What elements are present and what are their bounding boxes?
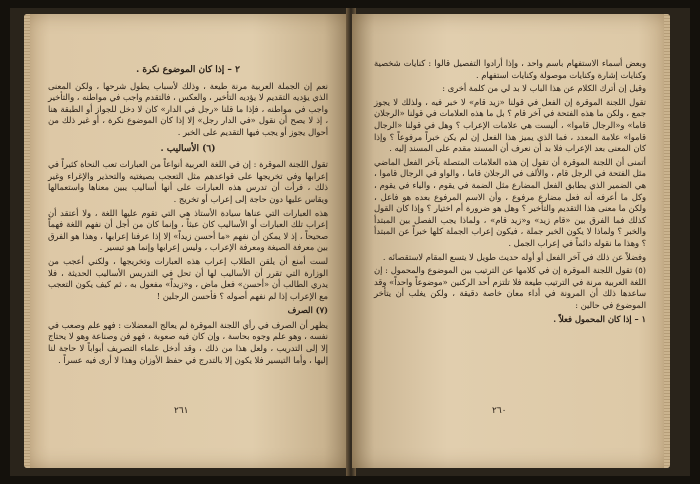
section-heading: ٢ – إذا كان الموضوع نكرة . xyxy=(136,65,240,75)
left-page-text xyxy=(48,60,328,368)
paragraph: لست أمنع أن يلقن الطلاب إعراب هذه العبارات وتخريجها ، ولكني أعجب من الوزارة التي تقرر أن الأساليب لها أن تحل في التدريس الأساليب الحديثة ، فلا يدري الطالب أن «أحسن» فعل ماض ، و«زيداً» مفعول به ، ثم كيف يكون التعجب مع الإعراب إذا لم نفهم أصوله ؟ فأحسن الرجلين ! xyxy=(48,255,328,301)
section-subheading: ١ – إذا كان المحمول فعلاً . xyxy=(553,314,646,325)
paragraph: وقيل إن أترك الكلام عن هذا الباب لا بد لي من كلمة أخرى : xyxy=(442,83,646,94)
paragraph: وفضلاً عن ذلك في آخر الفعل أو أوله حديث طويل لا يتسع المقام لاستقصائه . xyxy=(382,251,646,262)
open-book xyxy=(10,8,690,476)
paragraph: تقول اللجنة الموقرة إن الفعل في قولنا «زيد قام» لا خبر فيه ، ولذلك لا يجوز جمع ، ولكن ما هذه الفتحة في آخر قام ؟ بل ما هذه العلامات في قولنا «الرجلان قاما» و«الرجال قاموا» ، أليست هي علامات الإعراب ؟ وهل في قولنا «الرجال قاموا» علامة المعدد ، فما الذي يميز هذا الفعل إن لم يكن خبراً مرفوعاً ؟ وإذا كان المعنى بعد الإعراب فلا بد أن نعرف أن المسند مقدم على المسند إليه . xyxy=(374,96,646,154)
page-edge xyxy=(664,14,670,468)
paragraph: وبعض أسماء الاستفهام باسم واحد ، وإذا أرادوا التفصيل قالوا : كنايات شخصية وكنايات إشارة وكنايات موصولة وكنايات استفهام . xyxy=(374,58,646,80)
page-edge xyxy=(24,14,30,468)
section-subheading: (٦) الأساليب . xyxy=(160,143,216,154)
page-number: ٢٦٠ xyxy=(492,406,507,416)
paragraph: هذه العبارات التي عناها سيادة الأستاذ هي التي تقوم عليها اللغة ، ولا أعتقد أن إعراب تلك العبارات أو الأساليب كان عبثاً ، وإنما كان من أجل أن نفهم اللغة فهماً صحيحاً ، إذ لا يمكن أن نفهم «ما أحسن زيداً» إلا إذا عرفنا إعرابها ، وهذا هو الفرق بين معرفة الصيغة ومعرفة الإعراب ، وليس إعرابها وإنما هو تيسير . xyxy=(48,207,328,253)
paragraph: أتمنى أن اللجنة الموقرة أن تقول إن هذه العلامات المتصلة بآخر الفعل الماضي مثل الفتحة في الرجل قام ، والألف في الرجلان قاما ، والواو في الرجال قاموا ، هي الضمير الذي يطابق الفعل المضارع مثل الضمة في يقوم ، والياء في يقوم ، وكل ما أعرفه أنه فعل مضارع مرفوع ، وأن الاسم المرفوع بعده هو فاعل ، ولكن ما معنى هذا التقديم والتأخير ؟ وهل هو ضرورة أم اختيار ؟ وإذا كان القول كذلك فما الفرق بين «قام زيد» و«زيد قام» ، ولماذا يجب الفصل بين المبتدأ والخبر ؟ ولماذا لا يكون الخبر جملة ، فيكون إعراب الجملة كلها خبراً عن المبتدأ ؟ وهذا ما نقوله دائماً في إعراب الجمل . xyxy=(374,156,646,248)
paragraph: تقول اللجنة الموقرة : إن في اللغة العربية أنواعاً من العبارات تعب النحاة كثيراً في إعرابها وفي تخريجها على قواعدهم مثل التعجب بصيغتيه والتحذير والإغراء وغير ذلك ، فرأت أن تدرس هذه العبارات على أنها أساليب يبين معناها واستعمالها ويقاس عليها دون حاجة إلى إعراب أو تخريج . xyxy=(48,159,328,204)
page-number: ٢٦١ xyxy=(174,406,189,416)
left-page xyxy=(24,14,350,468)
paragraph: يظهر أن الصرف في رأي اللجنة الموقرة لم يعالج المعضلات : فهو علم وصعب في نفسه ، وهو علم وجوه بحاسة ، وإن كان فيه صعوبة ، فهو فن وصناعة وهو لا يحتاج إلا إلى التدريب ، ولعل هذا من ذلك ، وقد أدخل علماء التصريف أبواباً لا حاجة لنا إليها ، وأما التيسير فلا يكون إلا بالتدرج في حفظ الأوزان وهذا لا أرى فيه عسراً . xyxy=(48,319,328,365)
right-page-text xyxy=(374,58,646,329)
right-page xyxy=(352,14,670,468)
paragraph: نعم إن الجملة العربية مرنة طيعة ، وذلك لأسباب يطول شرحها ، ولكن المعنى الذي يؤديه التقديم لا يؤديه التأخير ، والعكس ، فالتقدم واجب في مواطنه ، والتأخير واجب في مواطنه ، فإذا ما قلنا «رجل في الدار» كان لا دخل للجواز أو الطبقة هنا ، إذ لا يصح أن نقول «في الدار رجل» إلا إذا كان الموضوع نكرة ، أو غير ذلك من أحوال يجوز أو يجب فيها التقديم على الخبر . xyxy=(48,80,328,137)
section-subheading: (٧) الصرف xyxy=(287,305,328,316)
paragraph: (٥) تقول اللجنة الموقرة إن في كلامها عن الترتيب بين الموضوع والمحمول : إن اللغة العربية مرنة في الترتيب طيعة فلا تلتزم أحد الركنين «موضوعاً واحداً» وقد ساعدها ذلك أن المرونة في أداء معان خاصة دقيقة ، ولكن يغلب أن يتأخر الموضوع في حالين : xyxy=(374,265,646,310)
